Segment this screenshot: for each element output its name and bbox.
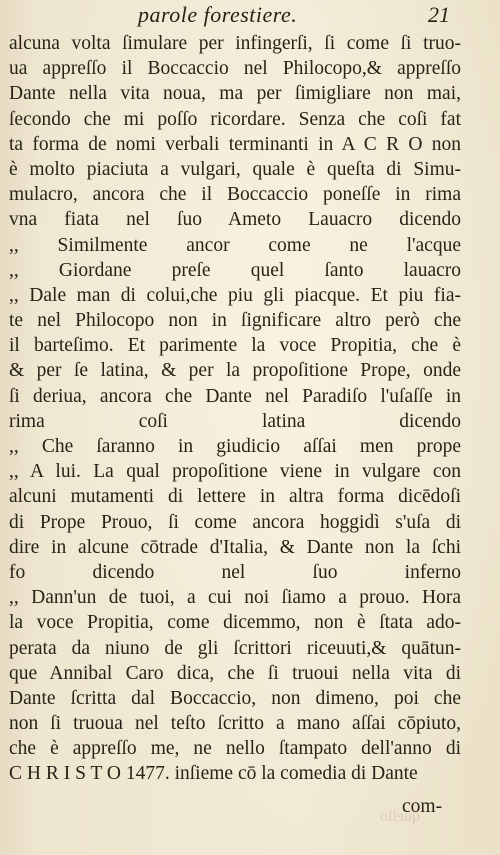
catchword: com- xyxy=(402,796,443,817)
text-line: ſecondo che mi poſſo ricordare. Senza che coſi fat xyxy=(9,108,461,130)
text-line: ,, Giordane preſe quel ſanto lauacro xyxy=(9,259,461,281)
text-line: alcuni mutamenti di lettere in altra forma dicēdoſi xyxy=(9,486,461,508)
text-line: dire in alcune cōtrade d'Italia, & Dante non la ſchi xyxy=(9,536,461,558)
text-line: ,, A lui. La qual propoſitione viene in vulgare con xyxy=(9,461,461,483)
text-line: fo dicendo nel ſuo inferno xyxy=(9,561,461,583)
text-line: mulacro, ancora che il Boccaccio poneſſe in rima xyxy=(9,184,461,206)
page-number: 21 xyxy=(428,2,450,27)
text-line: di Prope Prouo, ſi come ancora hoggidì s'uſa di xyxy=(9,511,461,533)
text-line: che è appreſſo me, ne nello ſtampato dell'anno di xyxy=(9,738,461,760)
text-line: è molto piaciuta a vulgari, quale è queſta di Simu- xyxy=(9,158,461,180)
text-line: C H R I S T O 1477. inſieme cō la comedia di Dante xyxy=(9,763,418,785)
text-line: ,, Similmente ancor come ne l'acque xyxy=(9,234,461,256)
text-line: alcuna volta ſimulare per infingerſi, ſi come ſi truo- xyxy=(9,33,461,54)
text-line: Dante ſcritta dal Boccaccio, non dimeno, poi che xyxy=(9,687,461,709)
text-line: rima coſi latina dicendo xyxy=(9,410,461,432)
body-text xyxy=(9,31,461,787)
text-line: ,, Dale man di colui,che piu gli piacque. Et piu fia- xyxy=(9,284,461,306)
text-line: ta forma de nomi verbali terminanti in A C R O non xyxy=(9,133,461,155)
text-line: ua appreſſo il Boccaccio nel Philocopo,& appreſſo xyxy=(9,58,461,80)
text-line: ſi deriua, ancora che Dante nel Paradiſo l'uſaſſe in xyxy=(9,385,461,407)
text-line: perata da niuno de gli ſcrittori riceuuti,& quātun- xyxy=(9,637,461,659)
page-header xyxy=(0,2,500,32)
text-line: ,, Che ſaranno in giudicio aſſai men prope xyxy=(9,436,461,457)
text-line: il barteſimo. Et parimente la voce Propitia, che è xyxy=(9,335,461,357)
text-line: non ſi truoua nel teſto ſcritto a mano aſſai cōpiuto, xyxy=(9,713,461,735)
text-line: que Annibal Caro dica, che ſi truoui nella vita di xyxy=(9,662,461,684)
text-line: ,, Dann'un de tuoi, a cui noi ſiamo a prouo. Hora xyxy=(9,587,461,609)
text-line: vna fiata nel ſuo Ameto Lauacro dicendo xyxy=(9,209,461,231)
running-head: parole forestiere. xyxy=(138,2,298,27)
text-line: te nel Philocopo non in ſignificare altro però che xyxy=(9,310,461,332)
text-line: la voce Propitia, come dicemmo, non è ſtata ado- xyxy=(9,612,461,634)
bleed-through-text: quello xyxy=(380,808,420,825)
text-line: & per ſe latina, & per la propoſitione Prope, onde xyxy=(9,360,461,382)
text-line: Dante nella vita noua, ma per ſimigliare non mai, xyxy=(9,83,461,105)
